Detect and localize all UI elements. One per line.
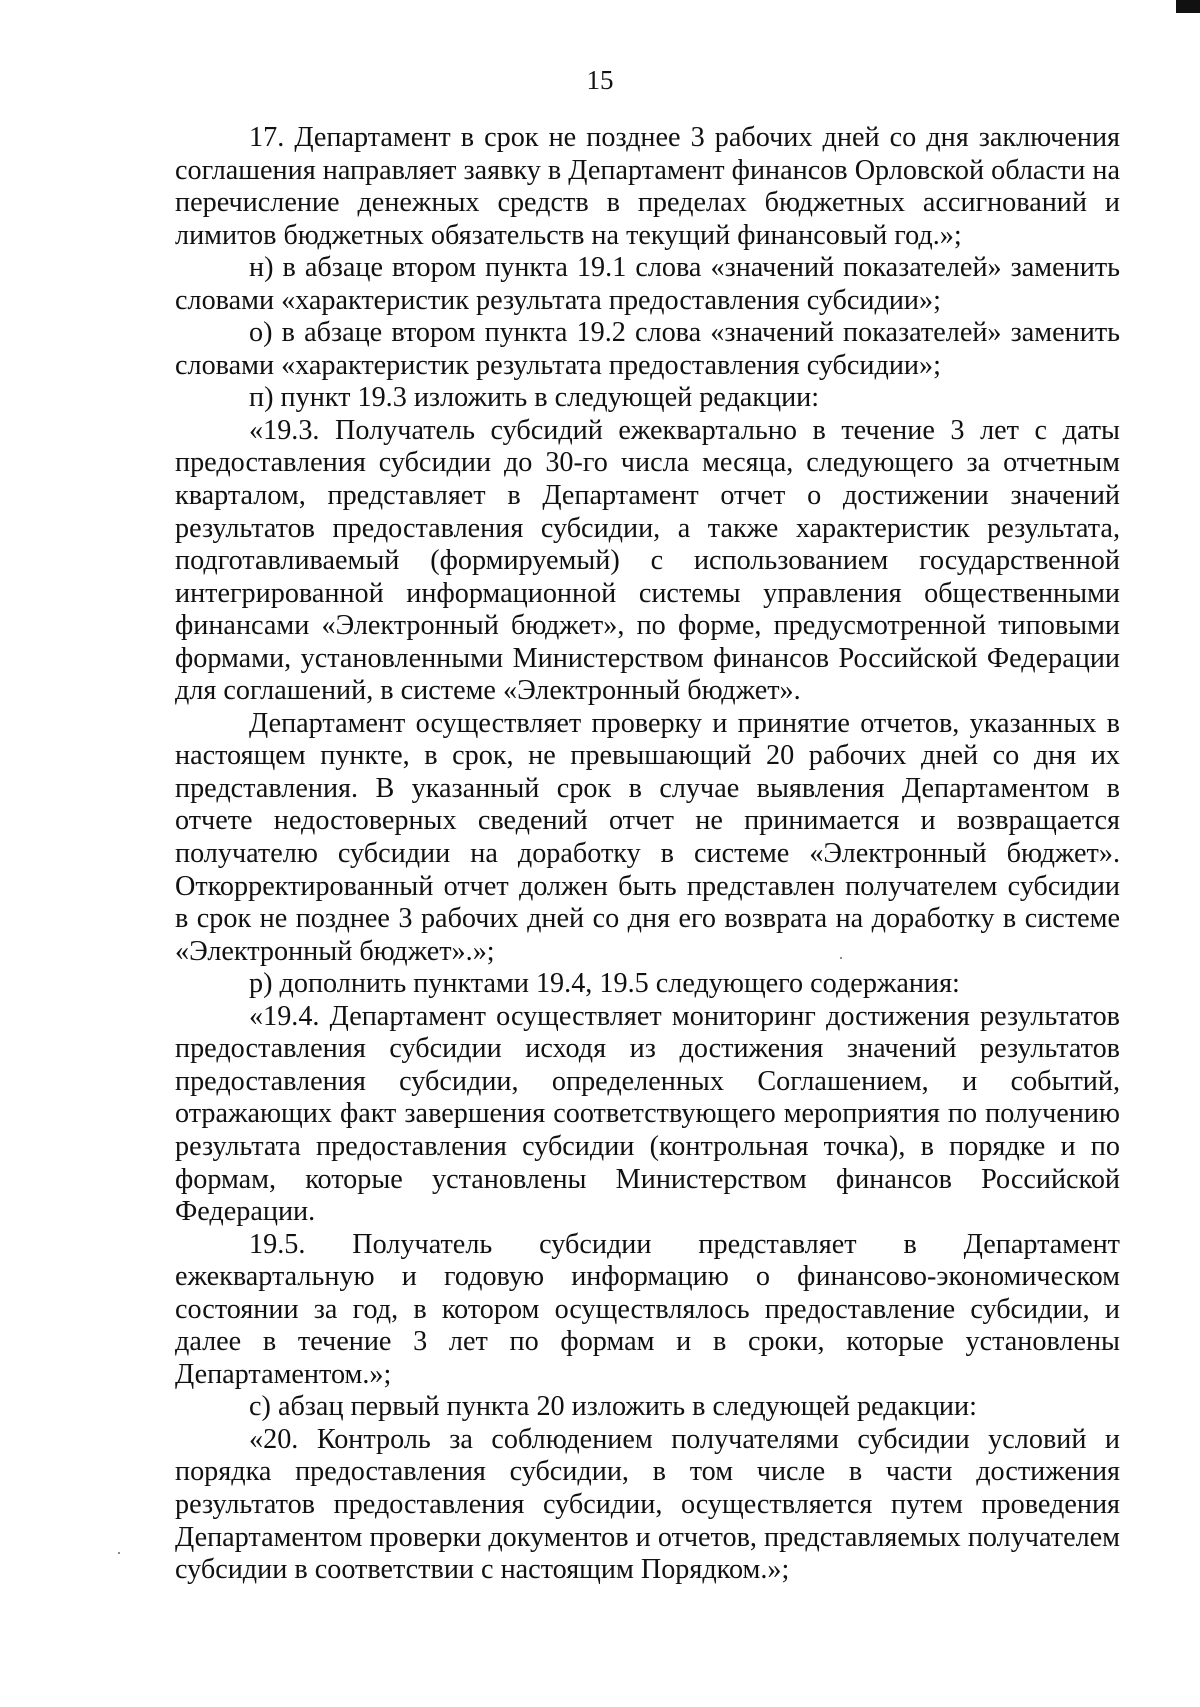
paragraph-19-5: 19.5. Получатель субсидии представляет в Департамент ежеквартальную и годовую информацию о финансово-экономическом состоянии за год, в котором осуществлялось предоставление субсидии, и далее в течение 3 лет по формам и в сроки, которые установлены Департаментом.»; [175, 1228, 1120, 1390]
paragraph-o: о) в абзаце втором пункта 19.2 слова «значений показателей» заменить словами «характеристик результата предоставления субсидии»; [175, 317, 1120, 381]
paragraph-n: н) в абзаце втором пункта 19.1 слова «значений показателей» заменить словами «характеристик результата предоставления субсидии»; [175, 252, 1120, 316]
paragraph-p: п) пункт 19.3 изложить в следующей редакции: [249, 382, 820, 414]
scan-speck [840, 957, 842, 959]
page-number: 15 [586, 65, 614, 95]
paragraph-s: с) абзац первый пункта 20 изложить в следующей редакции: [249, 1391, 977, 1423]
scan-speck [118, 1552, 120, 1554]
paragraph-20: «20. Контроль за соблюдением получателями субсидии условий и порядка предоставления субсидии, в том числе в части достижения результатов предоставления субсидии, осуществляется путем проведения Департаментом проверки документов и отчетов, представляемых получателем субсидии в соответствии с настоящим Порядком.»; [175, 1423, 1120, 1586]
paragraph-19-4: «19.4. Департамент осуществляет мониторинг достижения результатов предоставления субсидии исходя из достижения значений результатов предоставления субсидии, определенных Соглашением, и событий, отражающих факт завершения соответствующего мероприятия по получению результата предоставления субсидии (контрольная точка), в порядке и по формам, которые установлены Министерством финансов Российской Федерации. [175, 1000, 1120, 1228]
paragraph-r: р) дополнить пунктами 19.4, 19.5 следующего содержания: [249, 968, 960, 1000]
scan-corner-mark [1176, 0, 1200, 13]
paragraph-19-3-check: Департамент осуществляет проверку и принятие отчетов, указанных в настоящем пункте, в срок, не превышающий 20 рабочих дней со дня их представления. В указанный срок в случае выявления Департаментом в отчете недостоверных сведений отчет не принимается и возвращается получателю субсидии на доработку в системе «Электронный бюджет». Откорректированный отчет должен быть представлен получателем субсидии в срок не позднее 3 рабочих дней со дня его возврата на доработку в системе «Электронный бюджет».»; [175, 707, 1120, 967]
paragraph-17: 17. Департамент в срок не позднее 3 рабочих дней со дня заключения соглашения направляет заявку в Департамент финансов Орловской области на перечисление денежных средств в пределах бюджетных ассигнований и лимитов бюджетных обязательств на текущий финансовый год.»; [175, 122, 1120, 251]
document-body [175, 122, 1120, 1587]
paragraph-19-3: «19.3. Получатель субсидий ежеквартально в течение 3 лет с даты предоставления субсидии до 30-го числа месяца, следующего за отчетным кварталом, представляет в Департамент отчет о достижении значений результатов предоставления субсидии, а также характеристик результата, подготавливаемый (формируемый) с использованием государственной интегрированной информационной системы управления общественными финансами «Электронный бюджет», по форме, предусмотренной типовыми формами, установленными Министерством финансов Российской Федерации для соглашений, в системе «Электронный бюджет». [175, 414, 1120, 707]
